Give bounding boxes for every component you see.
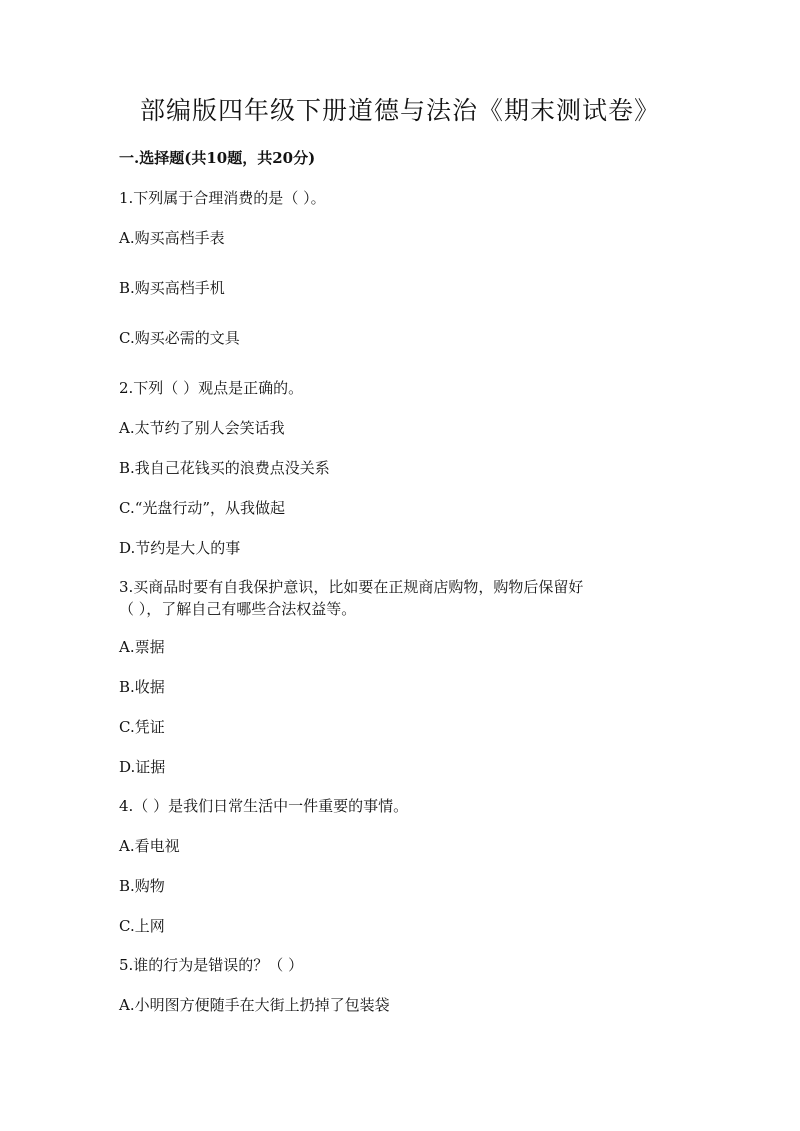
question-3-stem-line-2: （ ），了解自己有哪些合法权益等。 — [119, 600, 357, 618]
question-3-option-d: D.证据 — [119, 758, 166, 776]
question-2-option-b: B.我自己花钱买的浪费点没关系 — [119, 459, 330, 477]
question-5-option-a: A.小明图方便随手在大街上扔掉了包装袋 — [119, 996, 390, 1014]
question-3-option-a: A.票据 — [119, 638, 165, 656]
question-2-option-a: A.太节约了别人会笑话我 — [119, 419, 285, 437]
question-3-option-b: B.收据 — [119, 678, 165, 696]
question-2-stem: 2.下列（ ）观点是正确的。 — [119, 379, 304, 397]
question-1-option-b: B.购买高档手机 — [119, 279, 225, 297]
question-3-stem-line-1: 3.买商品时要有自我保护意识，比如要在正规商店购物，购物后保留好 — [119, 578, 584, 596]
question-1-stem: 1.下列属于合理消费的是（ ）。 — [119, 189, 326, 207]
question-4-option-c: C.上网 — [119, 917, 165, 935]
question-2-option-d: D.节约是大人的事 — [119, 539, 241, 557]
question-4-option-a: A.看电视 — [119, 837, 180, 855]
question-2-option-c: C.“光盘行动”，从我做起 — [119, 499, 286, 517]
page-title: 部编版四年级下册道德与法治《期末测试卷》 — [139, 96, 660, 125]
question-1-option-c: C.购买必需的文具 — [119, 329, 240, 347]
question-5-stem: 5.谁的行为是错误的？（ ） — [119, 956, 304, 974]
section-heading: 一.选择题(共10题，共20分) — [119, 149, 316, 167]
question-4-stem: 4.（ ）是我们日常生活中一件重要的事情。 — [119, 797, 409, 815]
question-3-option-c: C.凭证 — [119, 718, 165, 736]
question-4-option-b: B.购物 — [119, 877, 165, 895]
question-1-option-a: A.购买高档手表 — [119, 229, 225, 247]
